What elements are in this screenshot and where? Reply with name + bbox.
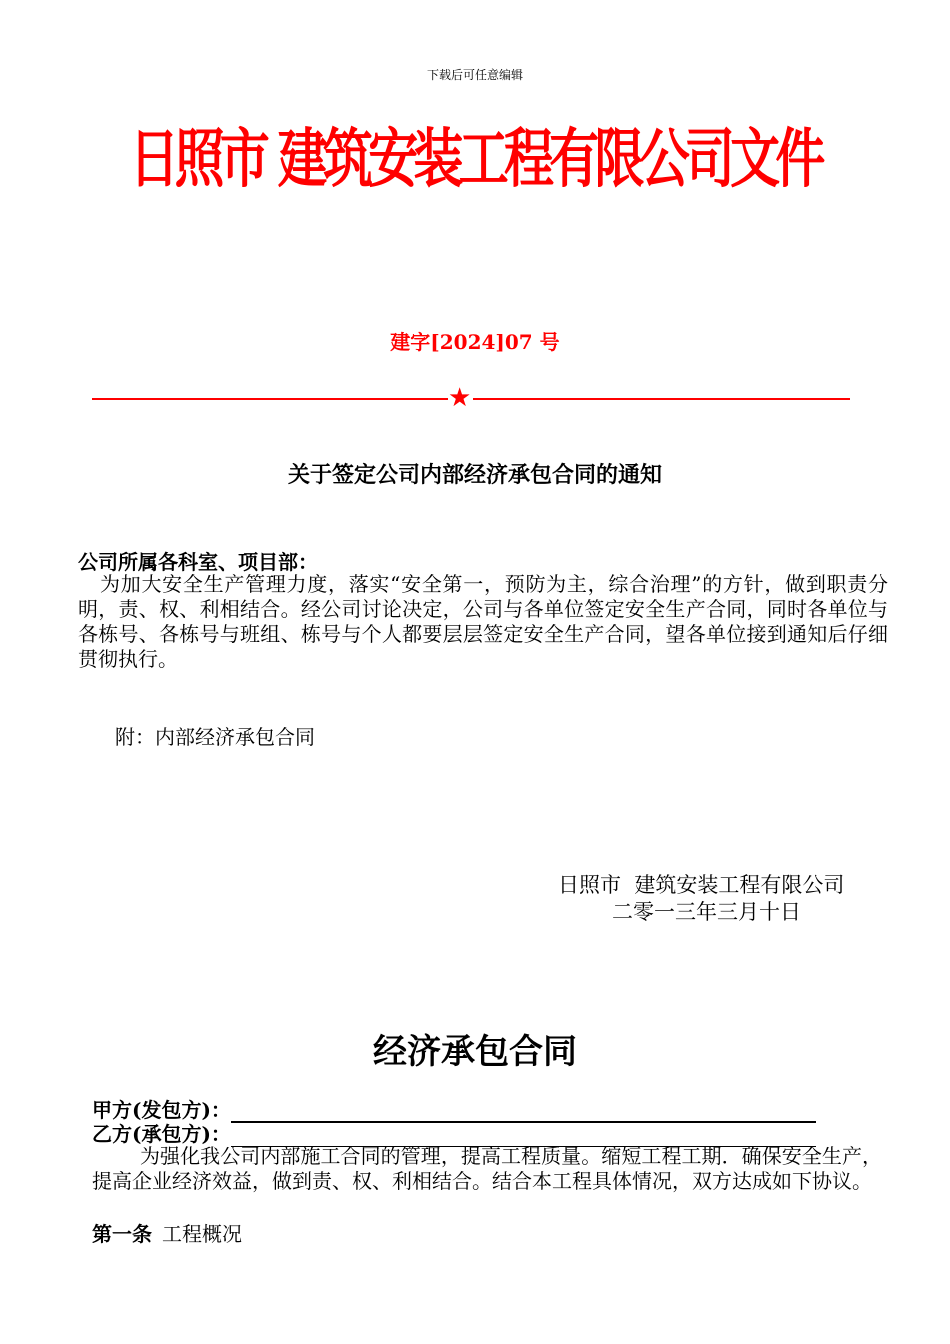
contract-intro <box>92 1144 882 1194</box>
article-1-text: 工程概况 <box>162 1222 242 1246</box>
star-icon: ★ <box>448 383 472 413</box>
party-b-row <box>92 1118 816 1147</box>
document-masthead: 日照市 建筑安装工程有限公司文件 <box>129 123 821 197</box>
document-number: 建字[2024]07 号 <box>390 330 560 354</box>
contract-title: 经济承包合同 <box>373 1032 577 1072</box>
red-divider-left <box>92 398 448 400</box>
notice-title: 关于签定公司内部经济承包合同的通知 <box>287 462 662 488</box>
notice-body-text: 为加大安全生产管理力度，落实“安全第一，预防为主，综合治理”的方针，做到职责分明，责、权、利相结合。经公司讨论决定，公司与各单位签定安全生产合同，同时各单位与各栋号、各栋号与班组、栋号与个人都要层层签定安全生产合同，望各单位接到通知后仔细贯彻执行。 <box>78 572 888 671</box>
signature-date: 二零一三年三月十日 <box>612 900 801 924</box>
notice-salutation: 公司所属各科室、项目部： <box>78 550 318 574</box>
notice-body <box>78 572 888 672</box>
notice-attachment: 附：内部经济承包合同 <box>115 725 315 749</box>
party-b-label: 乙方(承包方)： <box>92 1122 231 1146</box>
article-1-label: 第一条 <box>92 1222 152 1246</box>
red-divider-right <box>473 398 850 400</box>
contract-intro-text: 为强化我公司内部施工合同的管理，提高工程质量。缩短工程工期．确保安全生产，提高企业经济效益，做到责、权、利相结合。结合本工程具体情况，双方达成如下协议。 <box>92 1144 882 1193</box>
top-note: 下载后可任意编辑 <box>426 68 523 82</box>
signature-company: 日照市 建筑安装工程有限公司 <box>558 873 845 897</box>
party-a-label: 甲方(发包方)： <box>92 1098 231 1122</box>
article-1 <box>92 1218 242 1247</box>
